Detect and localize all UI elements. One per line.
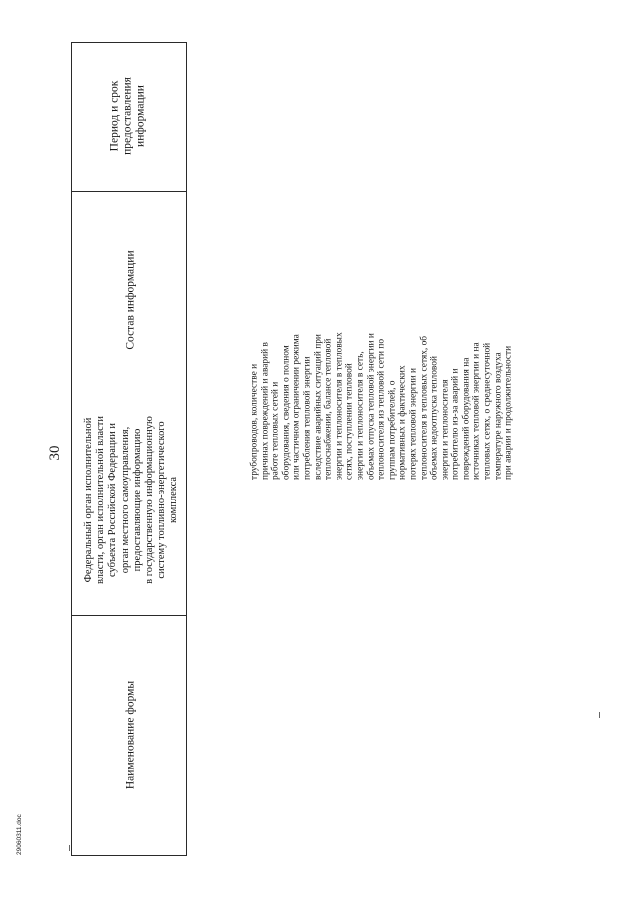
table-divider-left (186, 42, 187, 855)
table-bottom-border (71, 855, 187, 856)
composition-text: трубопроводов, количестве и причинах повреждений и аварий в работе тепловых сетей и оборудования, сведения о полном или частичном ограничении режима потребления тепловой энергии вследствие аварийных ситуаций при теплоснабжении, балансе тепловой энергии и теплоносителя в тепловых сетях, поступлении тепловой энергии и теплоносителя в сеть, объемах отпуска тепловой энергии и теплоносителя из тепловой сети по группам потребителей, о нормативных и фактических потерях тепловой энергии и теплоносителя в тепловых сетях, об объемах недоотпуска тепловой энергии и теплоносителя потребителю из-за аварий и повреждений оборудования на источниках тепловой энергии и на тепловых сетях, о среднесуточной температуре наружного воздуха при аварии и продолжительности (249, 332, 514, 480)
table-left-border (71, 42, 72, 855)
header-period: Период и срок предоставления информации (108, 77, 147, 155)
organization-cell: Федеральный орган исполнительной власти, орган исполнительной власти субъекта Российской Федерации и орган местного самоуправления, предоставляющие информацию в государственную информационную систему топливно-энергетического комплекса (83, 416, 180, 585)
scan-mark (69, 845, 70, 851)
document-id: 29060311.doc (16, 814, 23, 855)
table-row-divider-2 (71, 615, 187, 616)
table-top-border (71, 42, 187, 43)
table-row-divider-1 (71, 191, 187, 192)
page-number: 30 (47, 445, 63, 461)
scan-mark (599, 712, 600, 718)
header-form-name: Наименование формы (124, 680, 137, 790)
header-composition: Состав информации (124, 250, 137, 350)
